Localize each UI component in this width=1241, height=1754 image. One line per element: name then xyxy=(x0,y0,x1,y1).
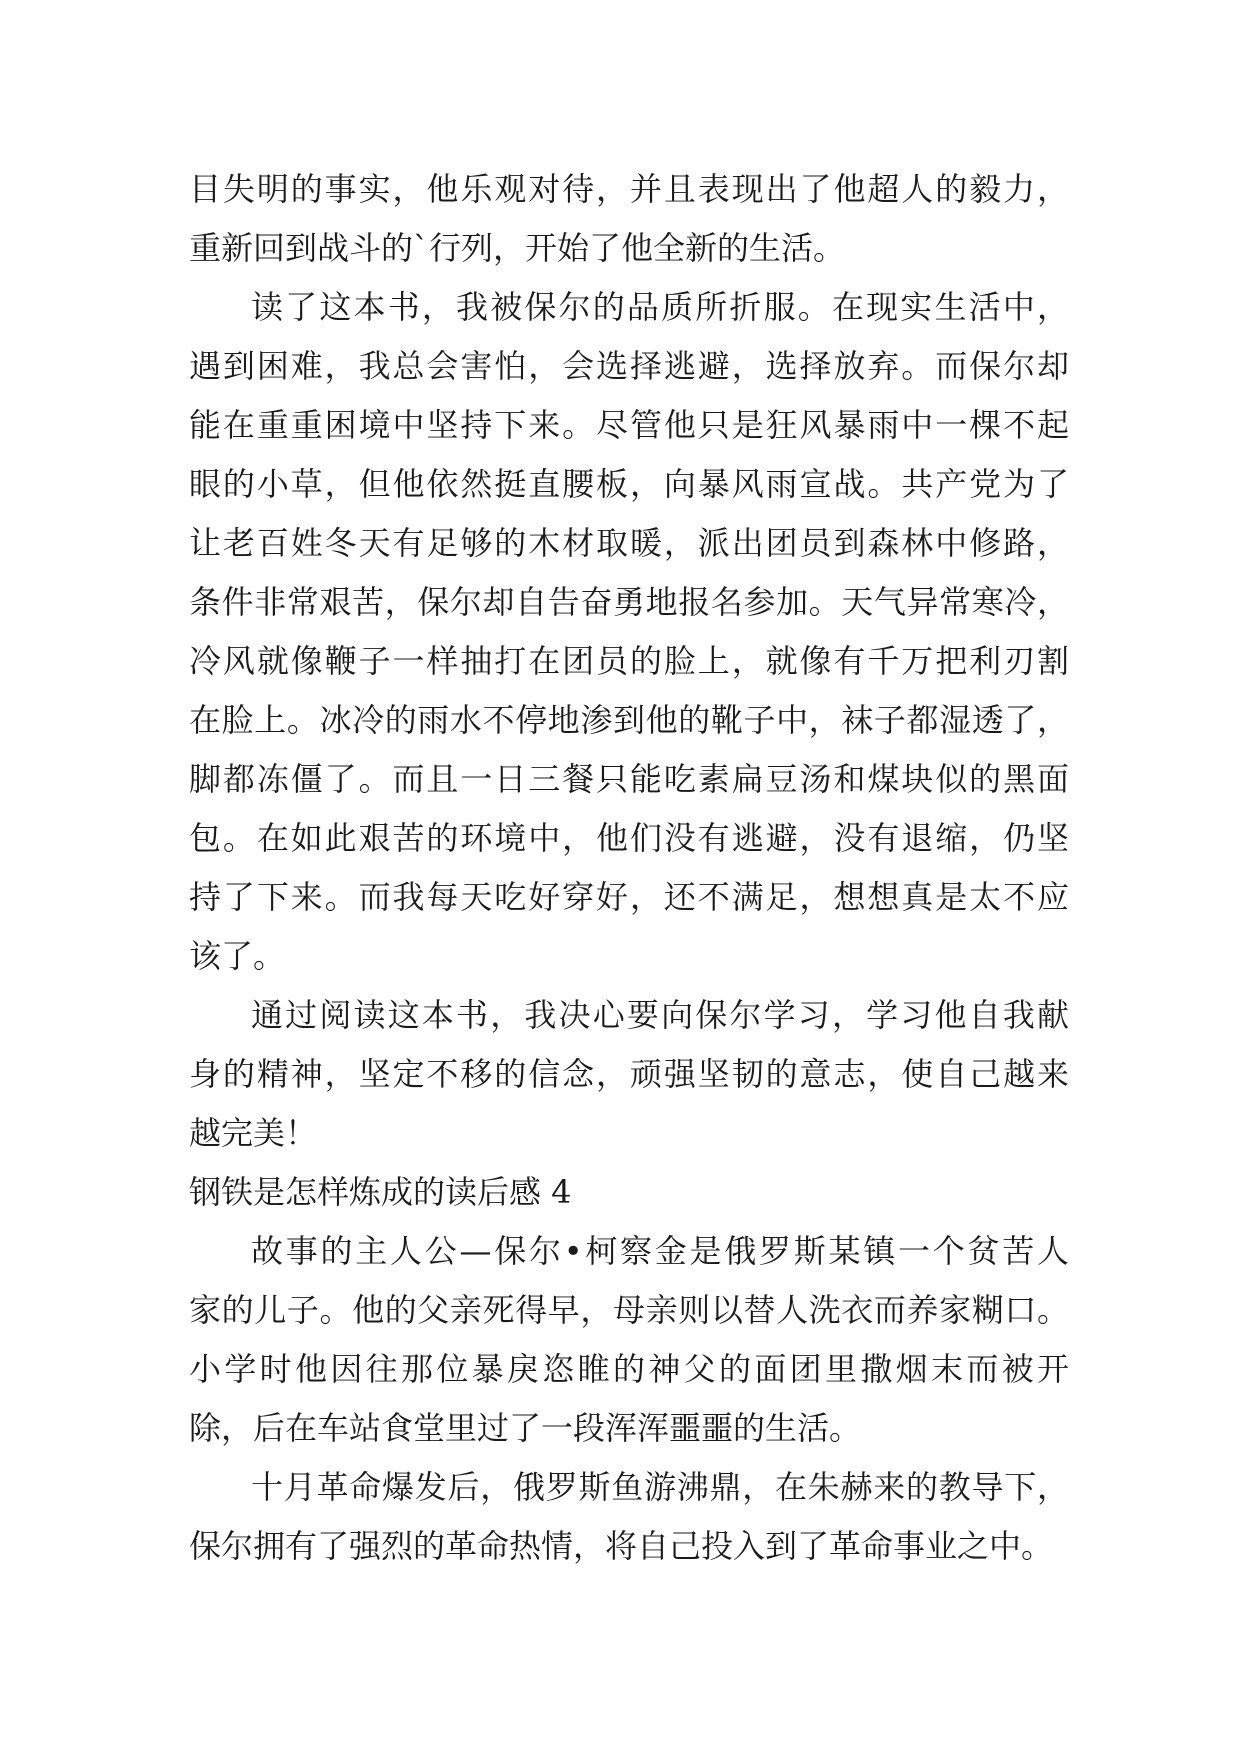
text-line: 该了。 xyxy=(189,937,286,975)
text-line: 冷风就像鞭子一样抽打在团员的脸上，就像有千万把利刃割 xyxy=(189,642,1069,680)
text-line: 保尔拥有了强烈的革命热情，将自己投入到了革命事业之中。 xyxy=(189,1527,1054,1565)
text-line: 读了这本书，我被保尔的品质所折服。在现实生活中， xyxy=(251,288,1069,326)
text-line: 重新回到战斗的`行列，开始了他全新的生活。 xyxy=(189,229,846,267)
section-heading: 钢铁是怎样炼成的读后感 4 xyxy=(189,1173,572,1211)
text-line: 条件非常艰苦，保尔却自告奋勇地报名参加。天气异常寒冷， xyxy=(189,583,1069,621)
text-line: 家的儿子。他的父亲死得早，母亲则以替人洗衣而养家糊口。 xyxy=(189,1291,1069,1329)
paragraph xyxy=(189,278,1069,986)
paragraph xyxy=(189,160,1069,278)
text-line: 脚都冻僵了。而且一日三餐只能吃素扁豆汤和煤块似的黑面 xyxy=(189,760,1069,798)
text-line: 小学时他因往那位暴戾恣睢的神父的面团里撒烟末而被开 xyxy=(189,1350,1069,1388)
document-body xyxy=(189,160,1069,1576)
text-line: 持了下来。而我每天吃好穿好，还不满足，想想真是太不应 xyxy=(189,878,1069,916)
text-line: 能在重重困境中坚持下来。尽管他只是狂风暴雨中一棵不起 xyxy=(189,406,1069,444)
paragraph xyxy=(189,1458,1069,1576)
text-line: 越完美！ xyxy=(189,1114,318,1152)
text-line: 让老百姓冬天有足够的木材取暖，派出团员到森林中修路， xyxy=(189,524,1069,562)
paragraph xyxy=(189,1222,1069,1458)
text-line: 眼的小草，但他依然挺直腰板，向暴风雨宣战。共产党为了 xyxy=(189,465,1069,503)
text-line: 故事的主人公—保尔•柯察金是俄罗斯某镇一个贫苦人 xyxy=(251,1232,1069,1270)
text-line: 通过阅读这本书，我决心要向保尔学习，学习他自我献 xyxy=(251,996,1069,1034)
text-line: 十月革命爆发后，俄罗斯鱼游沸鼎，在朱赫来的教导下， xyxy=(251,1468,1069,1506)
text-line: 遇到困难，我总会害怕，会选择逃避，选择放弃。而保尔却 xyxy=(189,347,1069,385)
text-line: 在脸上。冰冷的雨水不停地渗到他的靴子中，袜子都湿透了， xyxy=(189,701,1069,739)
text-line: 除，后在车站食堂里过了一段浑浑噩噩的生活。 xyxy=(189,1409,862,1447)
text-line: 目失明的事实，他乐观对待，并且表现出了他超人的毅力， xyxy=(189,170,1069,208)
text-line: 身的精神，坚定不移的信念，顽强坚韧的意志，使自己越来 xyxy=(189,1055,1069,1093)
paragraph xyxy=(189,986,1069,1163)
text-line: 包。在如此艰苦的环境中，他们没有逃避，没有退缩，仍坚 xyxy=(189,819,1069,857)
